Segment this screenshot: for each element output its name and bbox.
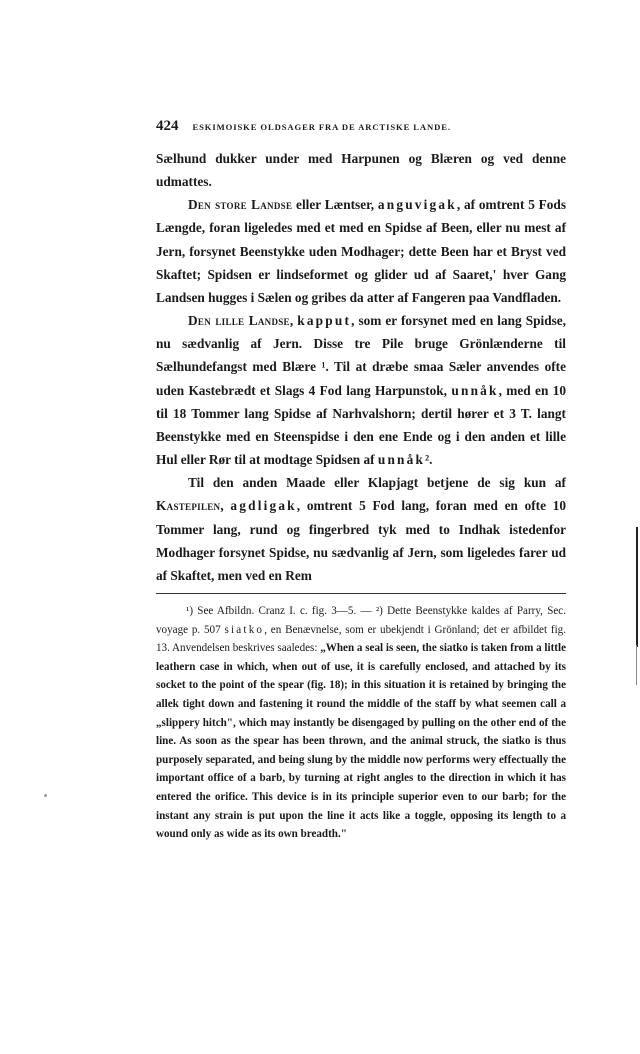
native-term: siatko xyxy=(224,623,265,636)
entry-heading: Den lille Landse xyxy=(188,313,290,329)
scan-edge-mark xyxy=(636,645,637,685)
page-number: 424 xyxy=(156,118,179,134)
body-text xyxy=(156,147,566,587)
native-term: unnåk xyxy=(377,452,426,468)
native-term: agdligak xyxy=(230,498,297,514)
scan-edge-mark xyxy=(636,527,638,647)
text-run: , en Benævnelse, som er ubekjendt i Grönland; det er afbildet fig. 13. Anvendelsen beskrives saaledes: xyxy=(156,623,566,655)
entry-heading: Den store Landse xyxy=(188,197,293,213)
scan-speck xyxy=(44,794,47,797)
text-run: , omtrent 5 Fod lang, foran med en ofte 10 Tommer lang, rund og fingerbred tyk med to Indhak istedenfor Modhager forsynet Spidse, nu sædvanlig af Jern, som ligeledes farer ud af Skaftet, men ved en Rem xyxy=(156,498,566,583)
entry-heading: Kastepilen xyxy=(156,498,221,514)
paragraph-4 xyxy=(156,471,566,587)
text-run: , xyxy=(289,313,298,329)
document-page xyxy=(156,118,566,844)
text-run: , xyxy=(220,498,231,514)
text-run: ². xyxy=(425,452,433,468)
english-quotation: „When a seal is seen, the siatko is taken from a little leathern case in which, when out of use, it is carefully enclosed, and attached by its socket to the point of the spear (fig. 18); in this situation it is retained by bringing the allek tight down and fastening it round the middle of the staff by what seemen call a „slippery hitch", which may instantly be disengaged by pulling on the other end of the line. As soon as the spear has been thrown, and the animal struck, the siatko is thus purposely separated, and being slung by the middle now performs wery effectually the important office of a barb, by turning at right angles to the direction in which it has entered the orifice. This device is in its principle superior even to our barb; for the instant any strain is put upon the line it acts like a toggle, opposing its length to a wound only as wide as its own breadth." xyxy=(156,642,566,841)
text-run: ¹) See Afbildn. Cranz I. c. fig. 3—5. — ²) Dette Beenstykke kaldes af Parry, Sec. voyage p. 507 xyxy=(156,604,566,636)
footnote-text xyxy=(156,602,566,844)
native-term: kapput xyxy=(297,313,352,329)
text-run: eller Læntser, xyxy=(292,197,378,213)
text-run: , med en 10 til 18 Tommer lang Spidse af Narhvalshorn; dertil hører et 3 T. langt Beenstykke med en Steenspidse i den ene Ende og i den anden et lille Hul eller Rør til at modtage Spidsen af xyxy=(156,382,566,468)
paragraph-2 xyxy=(156,193,566,309)
text-run: , som er forsynet med en lang Spidse, nu sædvanlig af Jern. Disse tre Pile bruge Grönlænderne til Sælhundefangst med Blære ¹. Til at dræbe smaa Sæler anvendes ofte uden Kastebrædt et Slags 4 Fod lang Harpunstok, xyxy=(156,313,566,398)
paragraph-1: Sælhund dukker under med Harpunen og Blæren og ved denne udmattes. xyxy=(156,151,566,190)
native-term: unnåk xyxy=(451,382,499,398)
native-term: anguvigak xyxy=(377,197,457,213)
text-run: , af omtrent 5 Fods Længde, foran ligeledes med et med en Spidse af Been, eller nu mest af Jern, forsynet Beenstykke uden Modhager; dette Been har et Bryst ved Skaftet; Spidsen er lindseformet og glider ud af Saaret,' hver Gang Landsen hugges i Sælen og gribes da atter af Fangeren paa Vandfladen. xyxy=(156,197,566,305)
footnotes xyxy=(156,602,566,844)
page-header xyxy=(156,118,566,135)
footnote-divider xyxy=(156,593,566,594)
text-run: Til den anden Maade eller Klapjagt betjene de sig kun af xyxy=(188,475,566,491)
running-title: ESKIMOISKE OLDSAGER FRA DE ARCTISKE LANDE. xyxy=(192,122,451,132)
paragraph-3 xyxy=(156,309,566,471)
